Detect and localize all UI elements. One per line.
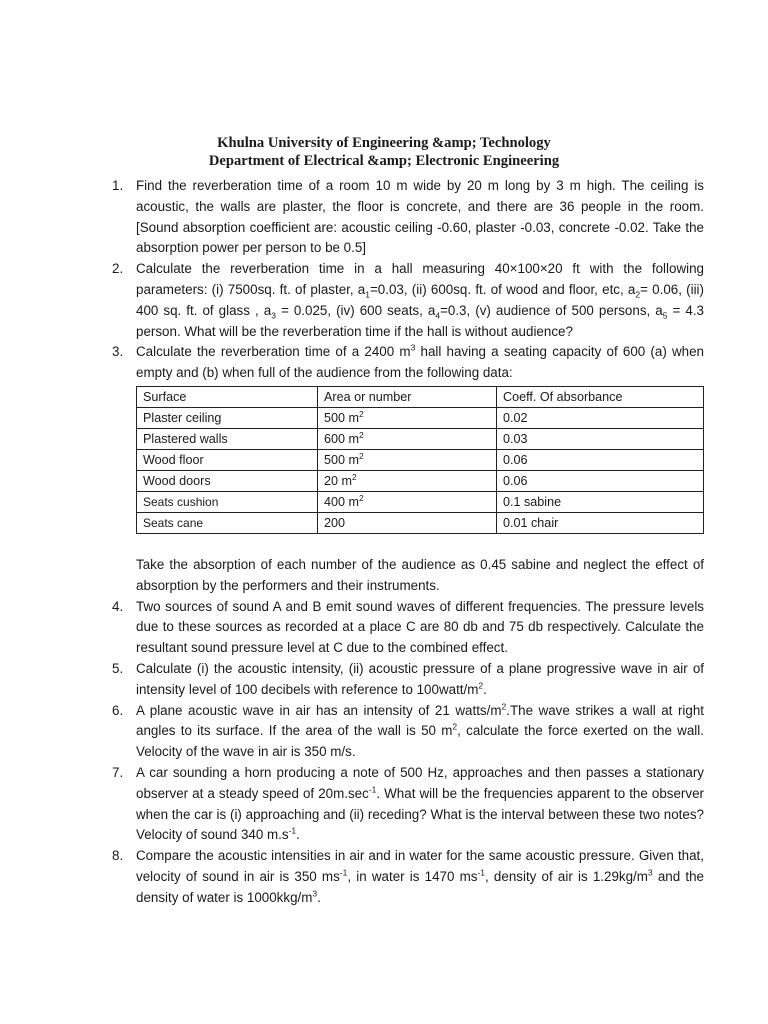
table-cell xyxy=(137,491,318,512)
table-cell xyxy=(137,407,318,428)
text-run: 0.06 xyxy=(503,452,528,467)
text-run: . xyxy=(296,827,300,843)
question-text xyxy=(136,176,704,259)
column-header: Coeff. Of absorbance xyxy=(497,386,704,407)
question-text xyxy=(136,701,704,763)
table-cell xyxy=(318,428,497,449)
superscript: -1 xyxy=(477,867,486,878)
superscript: 2 xyxy=(501,701,507,712)
superscript: 2 xyxy=(359,492,364,503)
superscript: 2 xyxy=(359,450,364,461)
text-run: . What will be the frequencies apparent to the observer when the car is (i) approaching and (ii) receding? What is the interval between these two notes? Velocity of sound 340 m.s xyxy=(136,785,704,843)
university-name: Khulna University of Engineering &amp; Technology xyxy=(217,135,551,151)
text-run: 400 m xyxy=(324,494,360,509)
department-name: Department of Electrical &amp; Electronic Engineering xyxy=(208,153,560,169)
question-text xyxy=(136,659,704,701)
text-run: Calculate (i) the acoustic intensity, (ii) acoustic pressure of a plane progressive wave in air of intensity level of 100 decibels with reference to 100watt/m xyxy=(136,660,704,697)
superscript: 3 xyxy=(312,888,318,899)
table-note: Take the absorption of each number of the audience as 0.45 sabine and neglect the effect of absorption by the performers and their instruments. xyxy=(136,556,704,593)
text-run: A plane acoustic wave in air has an intensity of 21 watts/m xyxy=(136,702,502,718)
table-row xyxy=(137,491,704,512)
question-text xyxy=(136,259,704,342)
question-number: 6. xyxy=(112,702,124,718)
question-item xyxy=(112,659,704,701)
text-run: Compare the acoustic intensities in air and in water for the same acoustic pressure. Given that, velocity of sound in air is 350 ms xyxy=(136,848,704,884)
table-row xyxy=(137,407,704,428)
text-run: 500 m xyxy=(324,410,360,425)
question-text xyxy=(136,597,704,659)
superscript: 2 xyxy=(352,471,357,482)
table-row xyxy=(137,512,704,533)
text-run: Find the reverberation time of a room 10 m wide by 20 m long by 3 m high. The ceiling is acoustic, the walls are plaster, the floor is concrete, and there are 36 people in the room. [Sound absorption coefficient are: acoustic ceiling -0.60, plaster -0.03, concrete -0.02. Take the absorption power per person to be 0.5] xyxy=(136,178,704,256)
table-cell xyxy=(497,449,704,470)
question-text xyxy=(136,846,704,908)
text-run: =0.3, (v) audience of 500 persons, a xyxy=(440,302,663,318)
table-header-row xyxy=(137,386,704,407)
text-run: 20 m xyxy=(324,473,352,488)
text-run: , density of air is 1.29kg/m xyxy=(485,868,648,884)
question-number: 2. xyxy=(112,261,124,277)
table-cell xyxy=(497,512,704,533)
text-run: . xyxy=(317,889,321,905)
text-run: , calculate the force exerted on the wall. Velocity of the wave in air is 350 m/s. xyxy=(136,723,704,760)
table-cell xyxy=(497,491,704,512)
text-run: =0.03, (ii) 600sq. ft. of wood and floor, etc, a xyxy=(369,281,636,297)
superscript: -1 xyxy=(368,784,377,795)
table-cell xyxy=(318,470,497,491)
text-run: = 4.3 person. What will be the reverberation time if the hall is without audience? xyxy=(136,302,704,339)
text-run: , in water is 1470 ms xyxy=(347,868,478,884)
superscript: 2 xyxy=(359,408,364,419)
text-run: Calculate the reverberation time of a 2400 m xyxy=(136,344,411,360)
text-run: Seats cane xyxy=(143,515,204,530)
text-run: 0.1 sabine xyxy=(503,494,562,509)
text-run: Seats cushion xyxy=(143,494,219,509)
question-number: 8. xyxy=(112,848,124,864)
question-item xyxy=(112,701,704,763)
table-cell xyxy=(318,449,497,470)
question-item xyxy=(112,597,704,659)
column-header: Area or number xyxy=(318,386,497,407)
superscript: -1 xyxy=(288,825,297,836)
question-item xyxy=(112,176,704,259)
text-run: Calculate the reverberation time in a hall measuring 40×100×20 ft with the following parameters: (i) 7500sq. ft. of plaster, a xyxy=(136,261,704,297)
table-cell xyxy=(137,470,318,491)
subscript: 5 xyxy=(662,310,668,321)
text-run: 0.06 xyxy=(503,473,528,488)
text-run: Wood floor xyxy=(143,452,204,467)
table-row xyxy=(137,428,704,449)
text-run: . xyxy=(483,681,487,697)
text-run: = 0.025, (iv) 600 seats, a xyxy=(275,302,436,318)
superscript: 2 xyxy=(452,721,458,732)
table-cell xyxy=(318,491,497,512)
text-run: and the density of water is 1000kkg/m xyxy=(136,868,704,905)
superscript: 3 xyxy=(410,342,416,353)
table-cell xyxy=(137,512,318,533)
question-item xyxy=(112,259,704,342)
table-cell xyxy=(318,512,497,533)
text-run: Two sources of sound A and B emit sound waves of different frequencies. The pressure levels due to these sources as recorded at a place C are 80 db and 75 db respectively. Calculate the resultant sound pressure level at C due to the combined effect. xyxy=(136,598,704,656)
subscript: 3 xyxy=(271,310,276,321)
table-cell xyxy=(318,407,497,428)
table-cell xyxy=(497,428,704,449)
text-run: A car sounding a horn producing a note of 500 Hz, approaches and then passes a stationary observer at a steady speed of 20m.sec xyxy=(136,764,704,801)
table-cell xyxy=(497,407,704,428)
superscript: 2 xyxy=(359,429,364,440)
table-cell xyxy=(137,449,318,470)
text-run: 600 m xyxy=(324,431,360,446)
subscript: 1 xyxy=(365,289,370,300)
table-row xyxy=(137,449,704,470)
text-run: Wood doors xyxy=(143,473,211,488)
document-header xyxy=(0,134,768,170)
question-text xyxy=(136,342,704,384)
superscript: 2 xyxy=(478,680,484,691)
question-number: 4. xyxy=(112,598,124,614)
text-run: Plaster ceiling xyxy=(143,410,222,425)
text-run: hall having a seating capacity of 600 (a) when empty and (b) when full of the audience from the following data: xyxy=(136,344,704,381)
subscript: 4 xyxy=(435,310,441,321)
question-list xyxy=(112,176,704,909)
question-item xyxy=(112,763,704,846)
table-cell xyxy=(137,428,318,449)
question-text xyxy=(136,763,704,846)
question-number: 1. xyxy=(112,178,124,193)
table-cell xyxy=(497,470,704,491)
text-run: Plastered walls xyxy=(143,431,228,446)
text-run: 0.02 xyxy=(503,410,528,425)
question-number: 5. xyxy=(112,660,124,676)
text-run: 200 xyxy=(324,515,346,530)
superscript: 3 xyxy=(647,867,653,878)
column-header: Surface xyxy=(137,386,318,407)
table-row xyxy=(137,470,704,491)
question-item xyxy=(112,846,704,908)
text-run: 0.01 chair xyxy=(503,515,559,530)
question-number: 3. xyxy=(112,344,124,360)
text-run: 500 m xyxy=(324,452,360,467)
superscript: -1 xyxy=(339,867,348,878)
text-run: .The wave strikes a wall at right angles to its surface. If the area of the wall is 50 m xyxy=(136,702,704,739)
absorption-data-table xyxy=(136,386,704,534)
subscript: 2 xyxy=(635,289,641,300)
text-run: 0.03 xyxy=(503,431,528,446)
question-item xyxy=(112,342,704,596)
question-number: 7. xyxy=(112,764,124,780)
text-run: = 0.06, (iii) 400 sq. ft. of glass , a xyxy=(136,281,704,318)
